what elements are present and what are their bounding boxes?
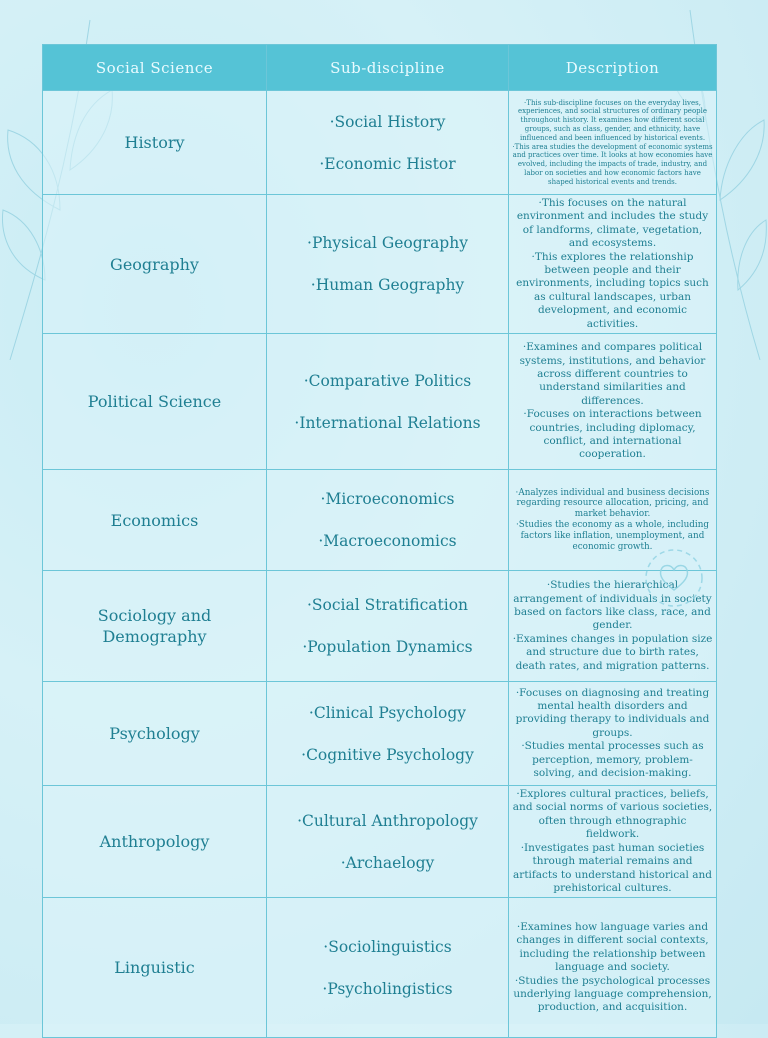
sub-discipline-cell (267, 91, 509, 195)
description-text: ·Explores cultural practices, beliefs, and social norms of various societies, often through ethnographic fieldwork. (512, 788, 713, 841)
description-cell (509, 786, 717, 898)
header-social-science: Social Science (43, 45, 267, 91)
description-text: ·Examines and compares political systems, institutions, and behavior across different countries to understand similarities and differences. (519, 341, 706, 407)
sub-discipline-item: ·International Relations (294, 413, 481, 432)
description-text: ·This explores the relationship between people and their environments, including topics such as cultural landscapes, urban development, and economic activities. (516, 250, 709, 330)
description-text: ·This focuses on the natural environment and includes the study of landforms, climate, vegetation, and ecosystems. (516, 197, 709, 250)
description-cell (509, 334, 717, 470)
table-row (43, 571, 717, 682)
description-text: ·Studies the economy as a whole, including factors like inflation, unemployment, and economic growth. (515, 520, 709, 552)
description-text: ·Investigates past human societies through material remains and artifacts to understand historical and prehistorical cultures. (513, 841, 712, 894)
description-cell (509, 470, 717, 571)
science-cell: History (43, 91, 267, 195)
sub-discipline-item: ·Psycholingistics (322, 979, 453, 998)
sub-discipline-item: ·Cultural Anthropology (297, 811, 478, 830)
sub-discipline-item: ·Population Dynamics (302, 638, 473, 657)
science-cell: Linguistic (43, 898, 267, 1038)
sub-discipline-cell (267, 470, 509, 571)
description-cell (509, 91, 717, 195)
description-text: ·Analyzes individual and business decisions regarding resource allocation, pricing, and market behavior. (515, 487, 710, 520)
sub-discipline-item: ·Social Stratification (306, 596, 469, 615)
description-text: ·Examines changes in population size and structure due to birth rates, death rates, and migration patterns. (512, 632, 713, 672)
sub-discipline-item: ·Human Geography (310, 276, 465, 295)
sub-discipline-cell (267, 195, 509, 334)
description-cell (509, 682, 717, 786)
description-text: ·Studies the psychological processes underlying language comprehension, production, and acquisition. (513, 974, 712, 1014)
description-cell (509, 898, 717, 1038)
table-row (43, 786, 717, 898)
sub-discipline-cell (267, 571, 509, 682)
sub-discipline-item: ·Clinical Psychology (308, 703, 467, 722)
description-text: ·This area studies the development of economic systems and practices over time. It looks at how economies have evolved, including the impacts of trade, industry, and labor on societies and how economic factors have shaped historical events and trends. (512, 142, 713, 186)
description-cell (509, 195, 717, 334)
description-text: ·Focuses on interactions between countries, including diplomacy, conflict, and international cooperation. (523, 408, 702, 461)
sub-discipline-cell (267, 898, 509, 1038)
science-cell: Geography (43, 195, 267, 334)
header-description: Description (509, 45, 717, 91)
sub-discipline-cell (267, 334, 509, 470)
table-row (43, 334, 717, 470)
sub-discipline-item: ·Social History (329, 112, 446, 131)
sub-discipline-item: ·Microeconomics (320, 490, 455, 509)
table-row (43, 91, 717, 195)
table-row (43, 898, 717, 1038)
table-row (43, 195, 717, 334)
science-cell: Psychology (43, 682, 267, 786)
table-row (43, 682, 717, 786)
sub-discipline-item: ·Macroeconomics (318, 532, 457, 551)
sub-discipline-item: ·Sociolinguistics (323, 937, 452, 956)
sub-discipline-item: ·Economic Histor (319, 154, 456, 173)
table-header-row (43, 45, 717, 91)
sub-discipline-item: ·Comparative Politics (303, 371, 472, 390)
sub-discipline-item: ·Physical Geography (307, 234, 468, 253)
description-text: ·Focuses on diagnosing and treating mental health disorders and providing therapy to individuals and groups. (515, 686, 710, 739)
description-cell (509, 571, 717, 682)
description-text: ·Studies mental processes such as perception, memory, problem-solving, and decision-making. (521, 740, 704, 780)
description-text: ·Examines how language varies and changes in different social contexts, including the relationship between language and society. (516, 920, 709, 974)
sub-discipline-item: ·Cognitive Psychology (301, 745, 474, 764)
sub-discipline-item: ·Archaelogy (340, 853, 435, 872)
table-row (43, 470, 717, 571)
science-cell: Political Science (43, 334, 267, 470)
science-cell: Anthropology (43, 786, 267, 898)
science-cell: Economics (43, 470, 267, 571)
description-text: ·This sub-discipline focuses on the everyday lives, experiences, and social structures of ordinary people throughout history. It examines how different social groups, such as class, gender, and ethnicity, have influenced and been influenced by historical events. (517, 98, 708, 142)
header-sub-discipline: Sub-discipline (267, 45, 509, 91)
description-text: ·Studies the hierarchical arrangement of individuals in society based on factors like class, race, and gender. (513, 579, 712, 632)
science-cell: Sociology and Demography (43, 571, 267, 682)
social-science-table (42, 44, 717, 1038)
sub-discipline-cell (267, 682, 509, 786)
sub-discipline-cell (267, 786, 509, 898)
